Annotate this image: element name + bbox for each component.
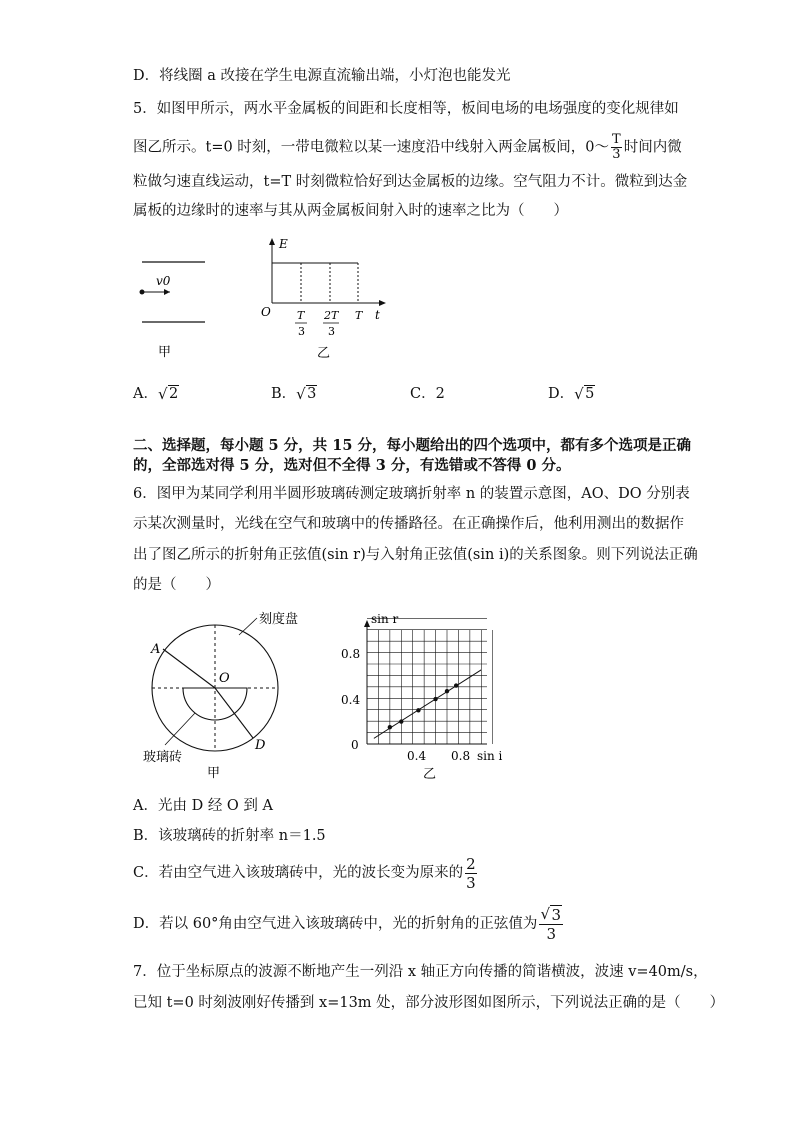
- ray-ao: [163, 649, 215, 688]
- section2-line1: 二、选择题，每小题 5 分，共 15 分，每小题给出的四个选项中，都有多个选项是正确: [133, 437, 691, 454]
- q6-option-d[interactable]: [133, 902, 565, 946]
- v0-label: v0: [156, 274, 171, 288]
- option-c-fraction: [465, 855, 477, 892]
- q5-line2: [133, 133, 682, 162]
- radicand: 5: [585, 386, 595, 402]
- data-point: [454, 683, 458, 687]
- fig-jia-caption: 甲: [207, 766, 221, 780]
- frac-den: 3: [546, 924, 556, 943]
- q6-figure-yi-chart: [335, 606, 520, 781]
- y-axis-arrow: [364, 620, 370, 627]
- q5-option-d[interactable]: [548, 382, 595, 403]
- option-label: B．: [271, 386, 297, 402]
- y-tick-04: 0.4: [341, 693, 361, 707]
- point-d-label: D: [255, 738, 266, 753]
- q5-figure-yi: [255, 233, 395, 363]
- q5-frac-den: 3: [612, 147, 621, 162]
- fig-jia-caption: 甲: [158, 345, 172, 360]
- chart-grid: [367, 618, 493, 744]
- y-tick-08: 0.8: [341, 647, 361, 661]
- q5-line2-b: 时间内微: [623, 139, 682, 156]
- sqrt: [158, 386, 179, 402]
- data-point: [399, 719, 403, 723]
- point-a-label: A: [151, 642, 161, 657]
- point-o-label: O: [219, 671, 230, 686]
- q6-line1: 6．图甲为某同学利用半圆形玻璃砖测定玻璃折射率 n 的装置示意图，AO、DO 分别表: [133, 486, 690, 502]
- q5-frac-num: T: [612, 132, 621, 147]
- radicand: 3: [551, 905, 561, 924]
- glass-label: 玻璃砖: [143, 750, 183, 765]
- option-text: 2: [435, 386, 445, 402]
- q5-line1: 5．如图甲所示，两水平金属板的间距和长度相等，板间电场的电场强度的变化规律如: [133, 101, 679, 117]
- t-axis-label: t: [375, 308, 380, 322]
- velocity-arrowhead: [164, 289, 170, 295]
- sqrt: [540, 906, 562, 924]
- tick-t3-num: T: [297, 309, 305, 322]
- option-d-fraction: [539, 906, 563, 943]
- q5-line4: 属板的边缘时的速率与其从两金属板间射入时的速率之比为（ ）: [133, 203, 568, 219]
- prev-option-d: D．将线圈 a 改接在学生电源直流输出端，小灯泡也能发光: [133, 68, 511, 84]
- q5-option-a[interactable]: [133, 382, 179, 403]
- section2-line2: 的，全部选对得 5 分，选对但不全得 3 分，有选错或不答得 0 分。: [133, 457, 571, 474]
- option-label: D．: [548, 386, 575, 402]
- option-label: A．: [133, 386, 158, 402]
- x-axis-label: sin i: [477, 749, 503, 763]
- e-axis-label: E: [279, 237, 288, 251]
- option-c-text: C．若由空气进入该玻璃砖中，光的波长变为原来的: [133, 865, 464, 881]
- q5-option-b[interactable]: [271, 382, 317, 403]
- e-axis-arrow: [269, 238, 275, 245]
- q5-figure-jia: [130, 250, 220, 365]
- frac-num: [539, 906, 563, 925]
- origin-label: O: [261, 305, 271, 319]
- frac-den: 3: [466, 873, 476, 892]
- y-axis-label: sin r: [371, 612, 399, 626]
- radicand: 3: [307, 386, 317, 402]
- y-tick-0: 0: [351, 738, 359, 752]
- q6-line2: 示某次测量时，光线在空气和玻璃中的传播路径。在正确操作后，他利用测出的数据作: [133, 516, 684, 532]
- frac-num: 2: [466, 854, 476, 873]
- tick-t3-den: 3: [298, 325, 305, 338]
- q6-figure-jia: [135, 605, 335, 780]
- q6-line3: 出了图乙所示的折射角正弦值(sin r)与入射角正弦值(sin i)的关系图象。则下列说法正确: [133, 547, 698, 563]
- q5-option-c[interactable]: [410, 382, 445, 403]
- sqrt: [296, 386, 317, 402]
- sqrt: [574, 386, 595, 402]
- q7-line2: 已知 t=0 时刻波刚好传播到 x=13m 处，部分波形图如图所示，下列说法正确的是（ ）: [133, 995, 725, 1011]
- data-point: [445, 689, 449, 693]
- fig-yi-caption: 乙: [317, 346, 331, 361]
- data-point: [433, 697, 437, 701]
- q5-line3: 粒做匀速直线运动，t=T 时刻微粒恰好到达金属板的边缘。空气阻力不计。微粒到达金: [133, 174, 688, 190]
- tick-2t3-den: 3: [328, 325, 335, 338]
- q6-option-b[interactable]: B．该玻璃砖的折射率 n＝1.5: [133, 828, 326, 844]
- tick-t: T: [355, 309, 363, 322]
- dial-label: 刻度盘: [259, 612, 299, 627]
- q6-option-a[interactable]: A．光由 D 经 O 到 A: [133, 798, 274, 814]
- tick-2t3-num: 2T: [324, 309, 339, 322]
- radicand: 2: [168, 386, 179, 402]
- data-point: [416, 708, 420, 712]
- q6-option-c[interactable]: [133, 853, 479, 893]
- q5-line2-a: 图乙所示。t=0 时刻，一带电微粒以某一速度沿中线射入两金属板间，0～: [133, 139, 610, 156]
- option-label: C．: [410, 386, 436, 402]
- q5-time-fraction: [611, 133, 622, 162]
- q6-line4: 的是（ ）: [133, 577, 220, 593]
- t-axis-arrow: [379, 300, 386, 306]
- q7-line1: 7．位于坐标原点的波源不断地产生一列沿 x 轴正方向传播的简谐横波，波速 v=40m/s，: [133, 964, 708, 980]
- option-d-text: D．若以 60°角由空气进入该玻璃砖中，光的折射角的正弦值为: [133, 916, 538, 932]
- x-tick-04: 0.4: [407, 749, 427, 763]
- x-tick-08: 0.8: [451, 749, 471, 763]
- data-point: [388, 725, 392, 729]
- dial-pointer-line: [239, 618, 257, 635]
- ray-od: [215, 688, 253, 738]
- fig-yi-caption: 乙: [423, 767, 437, 781]
